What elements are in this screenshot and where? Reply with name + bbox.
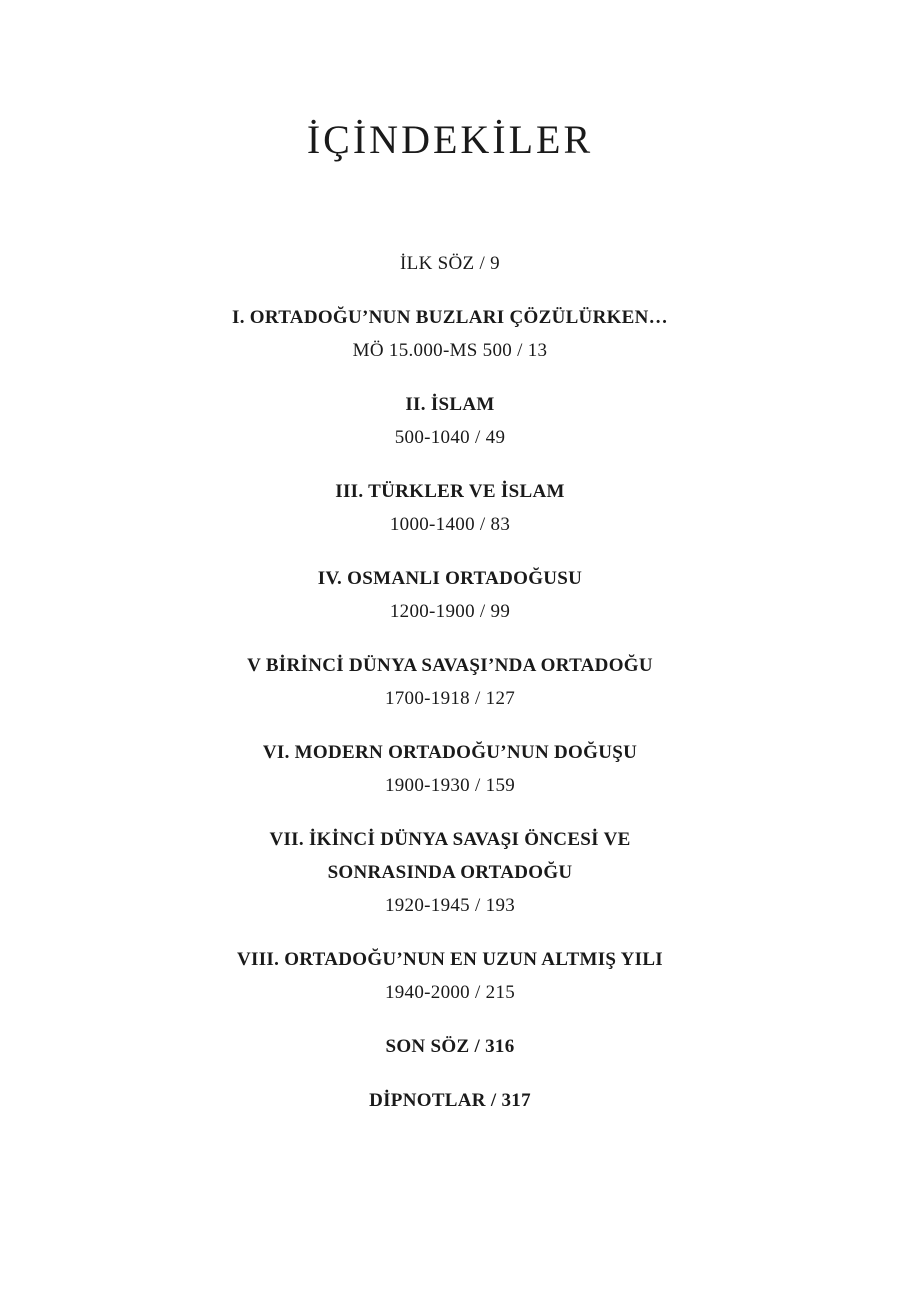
toc-entry-title: IV. OSMANLI ORTADOĞUSU xyxy=(317,568,583,589)
toc-entry-title: SON SÖZ / 316 xyxy=(385,1036,515,1057)
toc-entry-chapter-1 xyxy=(0,301,900,367)
toc-entry-ilk-soz xyxy=(0,247,900,280)
toc-entry-dipnotlar xyxy=(0,1084,900,1117)
toc-entry-pages: 1700-1918 / 127 xyxy=(384,688,516,709)
toc-entry-pages: 1200-1900 / 99 xyxy=(389,601,511,622)
toc-entry-chapter-5 xyxy=(0,649,900,715)
toc-entry-title: I. ORTADOĞU’NUN BUZLARI ÇÖZÜLÜRKEN… xyxy=(232,307,668,328)
toc-entry-chapter-8 xyxy=(0,943,900,1009)
toc-entry-pages: 1920-1945 / 193 xyxy=(384,895,516,916)
toc-entry-chapter-6 xyxy=(0,736,900,802)
toc-entry-chapter-3 xyxy=(0,475,900,541)
toc-entry-title: İLK SÖZ / 9 xyxy=(400,253,500,274)
toc-entry-title: VII. İKİNCİ DÜNYA SAVAŞI ÖNCESİ VE xyxy=(269,829,631,850)
toc-entry-chapter-2 xyxy=(0,388,900,454)
page-title: İÇİNDEKİLER xyxy=(306,117,594,162)
toc-entry-title-continued: SONRASINDA ORTADOĞU xyxy=(327,862,573,883)
toc-entry-pages: 1000-1400 / 83 xyxy=(389,514,511,535)
toc-entry-chapter-4 xyxy=(0,562,900,628)
toc-entry-title: II. İSLAM xyxy=(405,394,495,415)
toc-entry-son-soz xyxy=(0,1030,900,1063)
toc-entry-title: DİPNOTLAR / 317 xyxy=(369,1090,531,1111)
toc-entry-title: VIII. ORTADOĞU’NUN EN UZUN ALTMIŞ YILI xyxy=(237,949,663,970)
toc-entry-pages: MÖ 15.000-MS 500 / 13 xyxy=(352,340,548,361)
toc-entry-title: VI. MODERN ORTADOĞU’NUN DOĞUŞU xyxy=(262,742,638,763)
toc-entry-pages: 500-1040 / 49 xyxy=(394,427,506,448)
toc-entry-pages: 1940-2000 / 215 xyxy=(384,982,516,1003)
toc-entry-pages: 1900-1930 / 159 xyxy=(384,775,516,796)
toc-entry-chapter-7 xyxy=(0,823,900,922)
toc-entry-title: III. TÜRKLER VE İSLAM xyxy=(335,481,565,502)
toc-entry-title: V BİRİNCİ DÜNYA SAVAŞI’NDA ORTADOĞU xyxy=(247,655,653,676)
toc-list xyxy=(0,247,900,1117)
